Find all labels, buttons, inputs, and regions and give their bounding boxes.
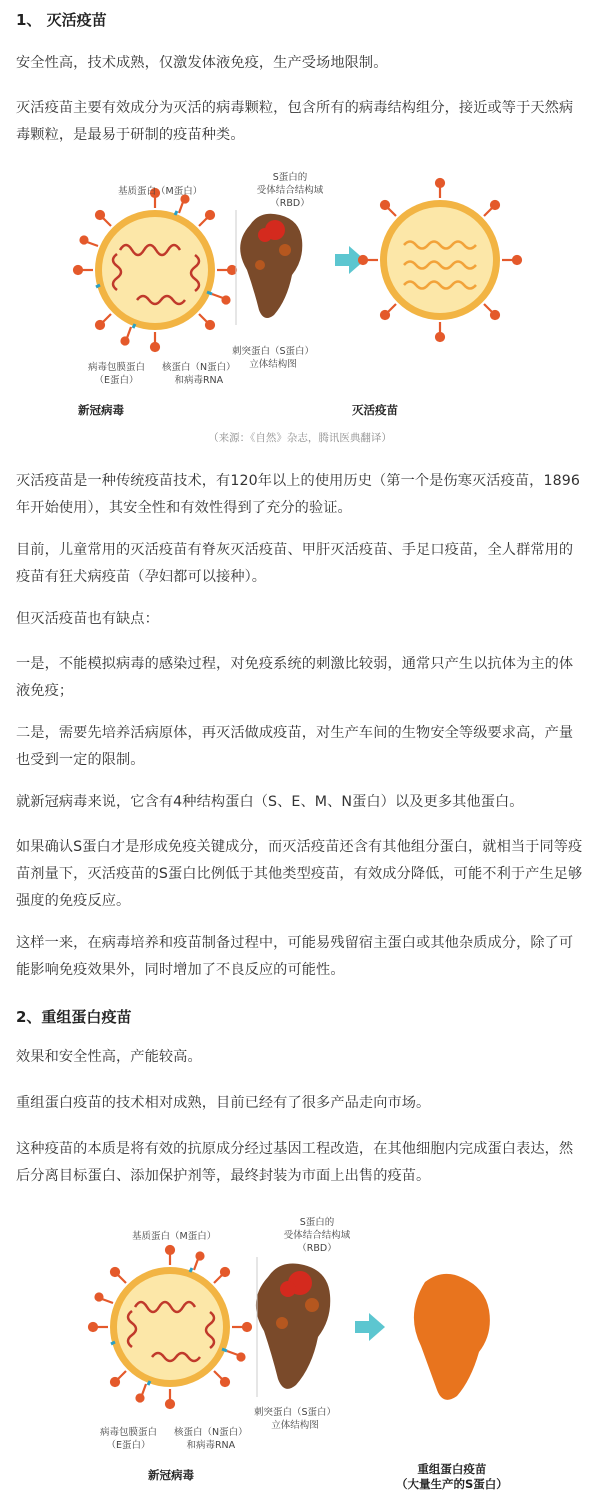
label-m-protein: 基质蛋白（M蛋白） xyxy=(118,186,203,197)
section-heading-inactivated: 1、 灭活疫苗 xyxy=(16,11,107,29)
label-virus-title: 新冠病毒 xyxy=(78,403,124,417)
figure-caption: （来源：《自然》杂志，腾讯医典翻译） xyxy=(208,432,392,444)
paragraph: 一是，不能模拟病毒的感染过程，对免疫系统的刺激比较弱，通常只产生以抗体为主的体液免疫； xyxy=(16,656,574,699)
label-rbd: S蛋白的 受体结合结构域 （RBD） xyxy=(256,172,324,209)
label-n-protein: 核蛋白（N蛋白） 和病毒RNA xyxy=(174,1427,248,1451)
paragraph: 这种疫苗的本质是将有效的抗原成分经过基因工程改造，在其他细胞内完成蛋白表达，然后分离目标蛋白、添加保护剂等，最终封装为市面上出售的疫苗。 xyxy=(16,1141,574,1184)
label-e-protein: 病毒包膜蛋白 （E蛋白） xyxy=(100,1427,158,1451)
paragraph: 效果和安全性高，产能较高。 xyxy=(16,1049,202,1065)
virus-icon xyxy=(74,189,236,351)
recombinant-protein-icon xyxy=(414,1274,490,1400)
label-spike-protein: 刺突蛋白（S蛋白） 立体结构图 xyxy=(232,346,315,370)
figure-illustration xyxy=(0,1212,600,1502)
label-m-protein: 基质蛋白（M蛋白） xyxy=(132,1231,217,1242)
paragraph: 安全性高，技术成熟，仅激发体液免疫，生产受场地限制。 xyxy=(16,55,388,71)
spike-protein-icon xyxy=(256,1264,330,1389)
inactivated-virus-icon xyxy=(359,179,521,341)
label-spike-protein: 刺突蛋白（S蛋白） 立体结构图 xyxy=(254,1407,337,1431)
paragraph: 就新冠病毒来说，它含有4种结构蛋白（S、E、M、N蛋白）以及更多其他蛋白。 xyxy=(16,794,524,810)
label-e-protein: 病毒包膜蛋白 （E蛋白） xyxy=(88,362,146,386)
paragraph: 灭活疫苗是一种传统疫苗技术，有120年以上的使用历史（第一个是伤寒灭活疫苗，1896年开始使用），其安全性和有效性得到了充分的验证。 xyxy=(16,473,580,516)
figure-inactivated-vaccine xyxy=(0,165,600,455)
section-heading-recombinant: 2、重组蛋白疫苗 xyxy=(16,1008,132,1026)
virus-icon xyxy=(89,1246,251,1408)
paragraph: 灭活疫苗主要有效成分为灭活的病毒颗粒，包含所有的病毒结构组分，接近或等于天然病毒颗粒，是最易于研制的疫苗种类。 xyxy=(16,100,574,143)
label-n-protein: 核蛋白（N蛋白） 和病毒RNA xyxy=(162,362,236,386)
spike-protein-icon xyxy=(240,214,302,318)
paragraph: 这样一来，在病毒培养和疫苗制备过程中，可能易残留宿主蛋白或其他杂质成分，除了可能影响免疫效果外，同时增加了不良反应的可能性。 xyxy=(16,935,574,978)
paragraph: 目前，儿童常用的灭活疫苗有脊灰灭活疫苗、甲肝灭活疫苗、手足口疫苗，全人群常用的疫苗有狂犬病疫苗（孕妇都可以接种）。 xyxy=(16,542,574,585)
paragraph: 但灭活疫苗也有缺点： xyxy=(16,611,159,627)
paragraph: 重组蛋白疫苗的技术相对成熟，目前已经有了很多产品走向市场。 xyxy=(16,1095,431,1111)
figure-recombinant-vaccine xyxy=(0,1212,600,1502)
label-recombinant-title: 重组蛋白疫苗 （大量生产的S蛋白） xyxy=(396,1462,508,1491)
label-inactivated-title: 灭活疫苗 xyxy=(352,403,398,417)
label-rbd: S蛋白的 受体结合结构域 （RBD） xyxy=(283,1217,351,1254)
paragraph: 如果确认S蛋白才是形成免疫关键成分，而灭活疫苗还含有其他组分蛋白，就相当于同等疫苗剂量下，灭活疫苗的S蛋白比例低于其他类型疫苗，有效成分降低，可能不利于产生足够强度的免疫反应。 xyxy=(16,839,583,909)
arrow-right-icon xyxy=(355,1313,385,1341)
paragraph: 二是，需要先培养活病原体，再灭活做成疫苗，对生产车间的生物安全等级要求高，产量也受到一定的限制。 xyxy=(16,725,574,768)
label-virus-title: 新冠病毒 xyxy=(148,1468,194,1482)
